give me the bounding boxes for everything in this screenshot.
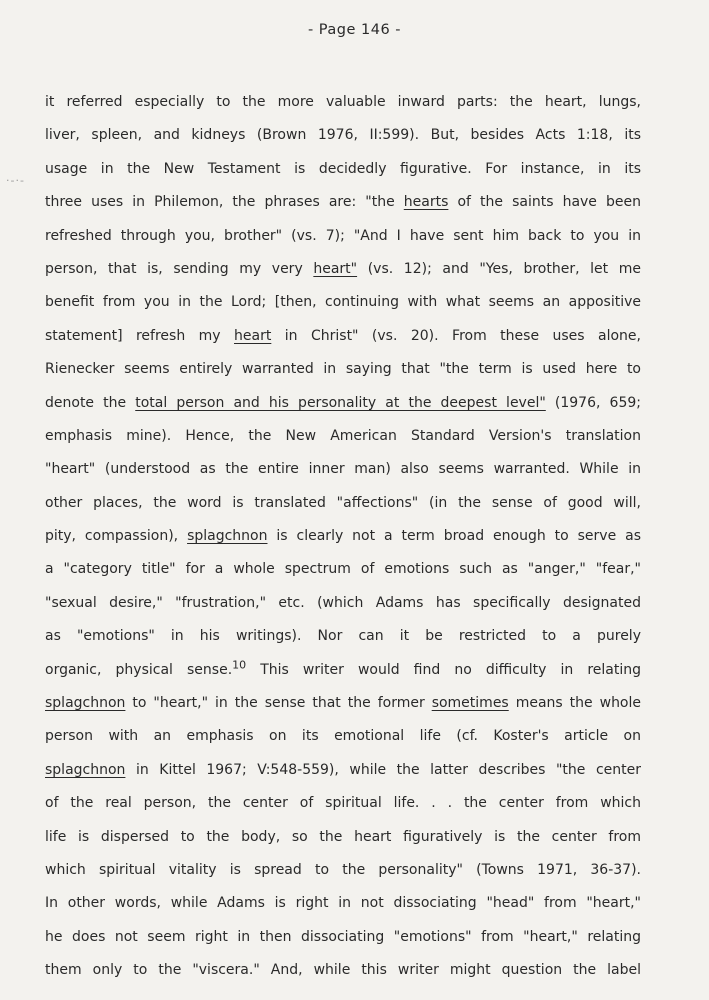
text-segment: liver, spleen, and kidneys (Brown 1976, II:599). But, besides Acts 1:18, its: [45, 127, 641, 144]
text-segment: which spiritual vitality is spread to the personality" (Towns 1971, 36-37).: [45, 861, 641, 878]
underlined-term: hearts: [403, 194, 449, 211]
text-line: [45, 320, 641, 353]
text-line: [45, 253, 641, 286]
page-header: - Page 146 -: [307, 22, 402, 38]
underlined-term: heart: [234, 327, 272, 344]
text-segment: emphasis mine). Hence, the New American Standard Version's translation: [45, 427, 641, 444]
text-segment: a "category title" for a whole spectrum of emotions such as "anger," "fear,": [45, 561, 641, 578]
text-segment: "sexual desire," "frustration," etc. (which Adams has specifically designated: [45, 594, 641, 611]
text-segment: them only to the "viscera." And, while this writer might question the label: [45, 962, 641, 979]
text-line: [45, 821, 641, 854]
text-line: [45, 553, 641, 586]
text-segment: organic, physical sense.: [45, 661, 233, 678]
text-line: [45, 587, 641, 620]
text-segment: life is dispersed to the body, so the heart figuratively is the center from: [45, 828, 641, 845]
text-line: [45, 754, 641, 787]
text-segment: statement] refresh my: [45, 327, 235, 344]
text-segment: refreshed through you, brother" (vs. 7); "And I have sent him back to you in: [45, 227, 641, 244]
text-segment: he does not seem right in then dissociating "emotions" from "heart," relating: [45, 928, 641, 945]
margin-mark: ·-·-: [6, 174, 25, 187]
text-line: [45, 520, 641, 553]
text-segment: is clearly not a term broad enough to serve as: [267, 528, 641, 545]
text-segment: usage in the New Testament is decidedly figurative. For instance, in its: [45, 160, 641, 177]
text-segment: means the whole: [508, 695, 642, 712]
underlined-term: splagchnon: [45, 761, 126, 778]
text-segment: three uses in Philemon, the phrases are: "the: [45, 194, 404, 211]
text-line: [45, 220, 641, 253]
text-segment: as "emotions" in his writings). Nor can it be restricted to a purely: [45, 628, 641, 645]
text-line: [45, 186, 641, 219]
text-line: [45, 119, 641, 152]
text-line: [45, 620, 641, 653]
text-segment: pity, compassion),: [45, 528, 188, 545]
text-segment: "heart" (understood as the entire inner man) also seems warranted. While in: [45, 461, 641, 478]
text-line: [45, 787, 641, 820]
text-segment: other places, the word is translated "affections" (in the sense of good will,: [45, 494, 641, 511]
text-segment: In other words, while Adams is right in not dissociating "head" from "heart,": [45, 895, 641, 912]
text-segment: in Kittel 1967; V:548-559), while the latter describes "the center: [125, 761, 641, 778]
text-line: [45, 687, 641, 720]
text-line: [45, 921, 641, 954]
text-line: [45, 654, 641, 687]
text-segment: to "heart," in the sense that the former: [125, 695, 432, 712]
text-line: [45, 720, 641, 753]
text-line: [45, 453, 641, 486]
text-line: [45, 387, 641, 420]
text-segment: of the saints have been: [448, 194, 641, 211]
text-segment: in Christ" (vs. 20). From these uses alone,: [271, 327, 641, 344]
underlined-term: total person and his personality at the deepest level": [135, 394, 546, 411]
text-segment: This writer would find no difficulty in relating: [246, 661, 641, 678]
text-line: [45, 954, 641, 987]
text-line: [45, 887, 641, 920]
text-line: [45, 286, 641, 319]
text-line: [45, 854, 641, 887]
text-segment: person, that is, sending my very: [45, 260, 314, 277]
text-line: [45, 420, 641, 453]
text-line: [45, 86, 641, 119]
text-segment: benefit from you in the Lord; [then, continuing with what seems an appositive: [45, 294, 641, 311]
footnote-ref: 10: [232, 657, 247, 671]
text-line: [45, 153, 641, 186]
text-line: [45, 487, 641, 520]
text-segment: person with an emphasis on its emotional life (cf. Koster's article on: [45, 728, 641, 745]
text-segment: Rienecker seems entirely warranted in saying that "the term is used here to: [45, 361, 641, 378]
underlined-term: sometimes: [431, 695, 509, 712]
text-segment: denote the: [45, 394, 136, 411]
underlined-term: heart": [313, 260, 358, 277]
underlined-term: splagchnon: [187, 528, 268, 545]
text-line: [45, 353, 641, 386]
body-paragraph: [45, 86, 641, 988]
text-segment: (1976, 659;: [545, 394, 641, 411]
underlined-term: splagchnon: [45, 695, 126, 712]
text-segment: of the real person, the center of spiritual life. . . the center from which: [45, 795, 641, 812]
text-segment: (vs. 12); and "Yes, brother, let me: [357, 260, 641, 277]
text-segment: it referred especially to the more valuable inward parts: the heart, lungs,: [45, 94, 641, 110]
